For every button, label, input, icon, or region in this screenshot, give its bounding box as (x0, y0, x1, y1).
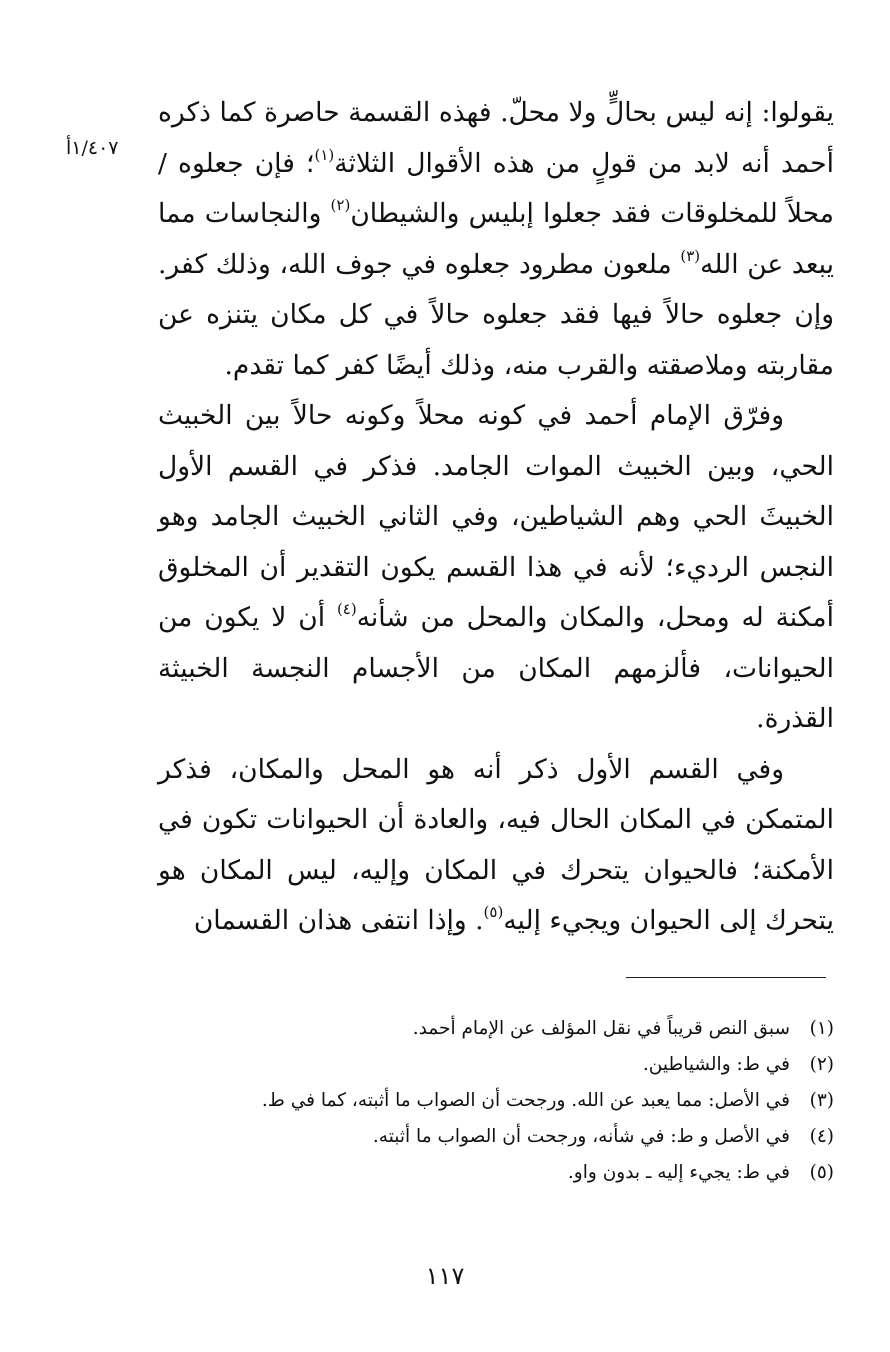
footnote (158, 1119, 834, 1155)
footnote (158, 1011, 834, 1047)
paragraph-text: وفرّق الإمام أحمد في كونه محلاً وكونه حالاً بين الخبيث الحي، وبين الخبيث الموات الجامد. فذكر في القسم الأول الخبيثَ الحي وهم الشياطين، وفي الثاني الخبيث الجامد وهو النجس الرديء؛ لأنه في هذا القسم يكون التقدير أن المخلوق أمكنة له ومحل، والمكان والمحل من شأنه (158, 400, 834, 633)
paragraph-text: يقولوا: إنه ليس بحالٍّ ولا محلّ. فهذه القسمة حاصرة كما ذكره أحمد أنه لابد من قولٍ من هذه الأقوال الثلاثة (158, 97, 834, 179)
footnote (158, 1047, 834, 1083)
footnote-marker: (٣) (680, 246, 701, 265)
paragraph-text: . وإذا انتفى هذان القسمان (193, 905, 484, 936)
footnote-number: (٣) (809, 1090, 834, 1111)
footnote-marker: (٢) (330, 196, 351, 214)
footnote-number: (٢) (809, 1054, 834, 1075)
footnote (158, 1083, 834, 1119)
footnote-text: في ط: والشياطين. (642, 1054, 790, 1075)
footnote-number: (٤) (809, 1126, 834, 1147)
footnote-number: (١) (809, 1018, 834, 1039)
paragraph-text: ملعون مطرود جعلوه في جوف الله، وذلك كفر. وإن جعلوه حالاً فيها فقد جعلوه حالاً في كل مكان يتنزه عن مقاربته وملاصقته والقرب منه، وذلك أيضًا كفر كما تقدم. (158, 248, 834, 381)
main-text (158, 88, 834, 947)
paragraph-text: والنجاسات مما يبعد عن الله (158, 198, 834, 280)
footnote-text: في ط: يجيء إليه ـ بدون واو. (567, 1162, 790, 1183)
footnote-marker: (١) (314, 145, 335, 164)
page-number: ١١٧ (425, 1262, 465, 1290)
footnote-separator (626, 977, 826, 978)
paragraph-text: وفي القسم الأول ذكر أنه هو المحل والمكان، فذكر المتمكن في المكان الحال فيه، والعادة أن الحيوانات تكون في الأمكنة؛ فالحيوان يتحرك في المكان وإليه، ليس المكان هو يتحرك إلى الحيوان ويجيء إليه (158, 753, 834, 936)
footnotes (158, 1011, 834, 1191)
footnote-text: في الأصل: مما يعبد عن الله. ورجحت أن الصواب ما أثبته، كما في ط. (261, 1090, 790, 1111)
paragraph (158, 391, 834, 745)
footnote-marker: (٥) (483, 903, 504, 921)
footnote-text: في الأصل و ط: في شأنه، ورجحت أن الصواب ما أثبته. (372, 1126, 790, 1147)
paragraph (158, 745, 834, 947)
footnote-marker: (٤) (336, 600, 357, 618)
footnote-number: (٥) (809, 1162, 834, 1183)
paragraph-text: ؛ فإن جعلوه / محلاً للمخلوقات فقد جعلوا إبليس والشيطان (158, 147, 834, 229)
footnote (158, 1155, 834, 1191)
footnote-text: سبق النص قريباً في نقل المؤلف عن الإمام أحمد. (412, 1018, 790, 1039)
manuscript-folio-note: ١/٤٠٧أ (66, 137, 119, 159)
paragraph-text: أن لا يكون من الحيوانات، فألزمهم المكان من الأجسام النجسة الخبيثة القذرة. (158, 602, 834, 734)
paragraph (158, 88, 834, 391)
